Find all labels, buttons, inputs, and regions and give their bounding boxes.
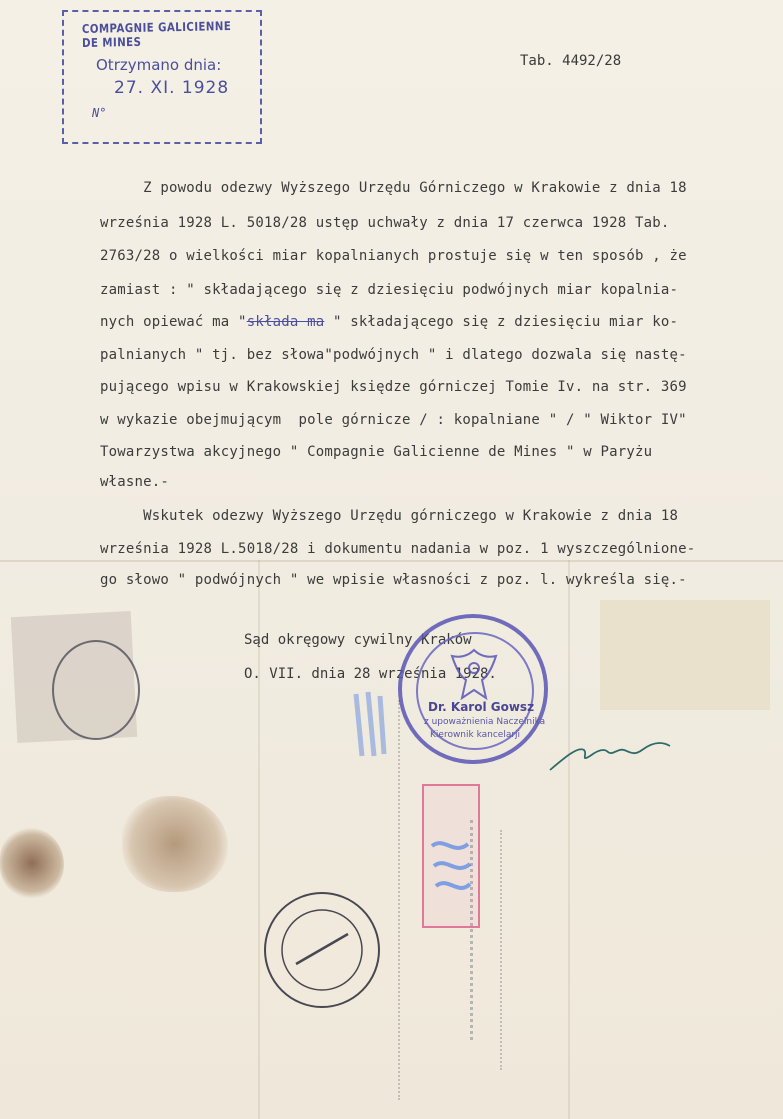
stamp-number: N° (92, 106, 107, 120)
body-line: Towarzystwa akcyjnego " Compagnie Galicienne de Mines " w Paryżu (100, 444, 653, 460)
body-line: palnianych " tj. bez słowa"podwójnych " i dlatego dozwala się nastę- (100, 347, 687, 363)
body-line: go słowo " podwójnych " we wpisie własności z poz. l. wykreśla się.- (100, 572, 687, 588)
body-line: Z powodu odezwy Wyższego Urzędu Górniczego w Krakowie z dnia 18 (100, 180, 687, 196)
stamp-company: COMPAGNIE GALICIENNE DE MINES (81, 18, 232, 50)
mirrored-stamp-line (398, 700, 420, 1100)
blue-crayon-mark (350, 686, 390, 766)
body-line-correction (100, 314, 678, 330)
body-line: pującego wpisu w Krakowskiej księdze górniczej Tomie Iv. na str. 369 (100, 379, 687, 395)
body-line-start: nych opiewać ma " (100, 314, 247, 330)
receipt-stamp (62, 10, 262, 144)
signer-name: Dr. Karol Gowsz (428, 700, 535, 714)
signer-subtitle: z upoważnienia Naczelnika (424, 717, 546, 727)
stamp-date: 27. XI. 1928 (114, 78, 230, 98)
tab-reference: Tab. 4492/28 (520, 53, 622, 69)
body-line: 2763/28 o wielkości miar kopalnianych prostuje się w ten sposób , że (100, 248, 687, 264)
revenue-stamp-right (600, 600, 770, 710)
body-line: zamiast : " składającego się z dziesięciu podwójnych miar kopalnia- (100, 282, 679, 298)
mirrored-stamp-line (500, 830, 520, 1070)
horizontal-fold (0, 560, 783, 562)
signer-role: Kierownik kancelarji (430, 730, 521, 740)
body-line: własne.- (100, 474, 170, 490)
stamp-received-label: Otrzymano dnia: (96, 56, 222, 74)
court-seal (398, 614, 548, 764)
handwritten-signature (544, 728, 684, 778)
mirrored-stamp-line (470, 820, 495, 1040)
court-name: Sąd okręgowy cywilny Kraków (244, 632, 472, 648)
postmark-left (52, 640, 140, 740)
stain-left (0, 828, 64, 898)
vertical-fold-right (568, 560, 570, 1119)
body-line: września 1928 L.5018/28 i dokumentu nadania w poz. 1 wyszczególnione- (100, 541, 696, 557)
body-line: września 1928 L. 5018/28 ustęp uchwały z dnia 17 czerwca 1928 Tab. (100, 215, 670, 231)
eagle-emblem-icon (446, 646, 502, 708)
court-date-line: O. VII. dnia 28 września 1928. (244, 666, 497, 682)
body-line: Wskutek odezwy Wyższego Urzędu górniczego w Krakowie z dnia 18 (100, 508, 679, 524)
postmark-bottom (264, 892, 380, 1008)
struck-text: składa ma (246, 314, 325, 330)
body-line-end: " składającego się z dziesięciu miar ko- (324, 314, 679, 330)
stain-center (122, 796, 228, 892)
body-line: w wykazie obejmującym pole górnicze / : kopalniane " / " Wiktor IV" (100, 412, 687, 428)
postmark-lines (266, 894, 378, 1006)
